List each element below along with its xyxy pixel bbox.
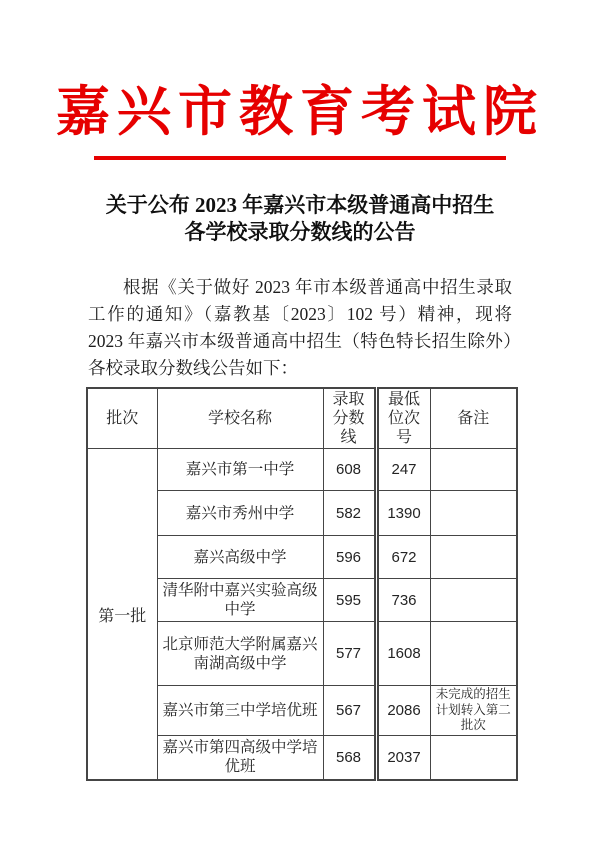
agency-title: 嘉兴市教育考试院 [56,82,544,142]
col-header-remark: 备注 [430,388,517,449]
remark-cell [430,449,517,491]
rank-cell: 2086 [376,686,430,736]
school-cell: 北京师范大学附属嘉兴南湖高级中学 [157,622,323,686]
col-header-rank: 最低位次号 [376,388,430,449]
score-cell: 568 [323,735,376,780]
batch-cell: 第一批 [87,449,157,781]
notice-title-line-2: 各学校录取分数线的公告 [184,220,416,244]
score-table [86,387,518,781]
school-cell: 嘉兴市秀州中学 [157,491,323,536]
remark-cell [430,491,517,536]
remark-cell: 未完成的招生计划转入第二批次 [430,686,517,736]
red-divider [94,156,506,160]
col-header-score: 录取分数线 [323,388,376,449]
rank-cell: 672 [376,536,430,579]
remark-cell [430,735,517,780]
col-header-batch: 批次 [87,388,157,449]
school-cell: 嘉兴高级中学 [157,536,323,579]
notice-title [0,192,600,246]
table-row [87,449,517,491]
score-cell: 595 [323,579,376,622]
rank-cell: 2037 [376,735,430,780]
score-cell: 577 [323,622,376,686]
notice-body-paragraph: 根据《关于做好 2023 年市本级普通高中招生录取工作的通知》（嘉教基〔2023〕102 号）精神，现将 2023 年嘉兴市本级普通高中招生（特色特长招生除外）各校录取分数线公告如下： [88,277,512,378]
school-cell: 清华附中嘉兴实验高级中学 [157,579,323,622]
rank-cell: 1390 [376,491,430,536]
rank-cell: 247 [376,449,430,491]
score-cell: 596 [323,536,376,579]
score-cell: 608 [323,449,376,491]
rank-cell: 1608 [376,622,430,686]
table-header-row [87,388,517,449]
school-cell: 嘉兴市第三中学培优班 [157,686,323,736]
notice-title-line-1: 关于公布 2023 年嘉兴市本级普通高中招生 [105,193,495,217]
col-header-school: 学校名称 [157,388,323,449]
remark-cell [430,579,517,622]
school-cell: 嘉兴市第一中学 [157,449,323,491]
remark-cell [430,536,517,579]
school-cell: 嘉兴市第四高级中学培优班 [157,735,323,780]
rank-cell: 736 [376,579,430,622]
remark-cell [430,622,517,686]
score-cell: 567 [323,686,376,736]
score-cell: 582 [323,491,376,536]
